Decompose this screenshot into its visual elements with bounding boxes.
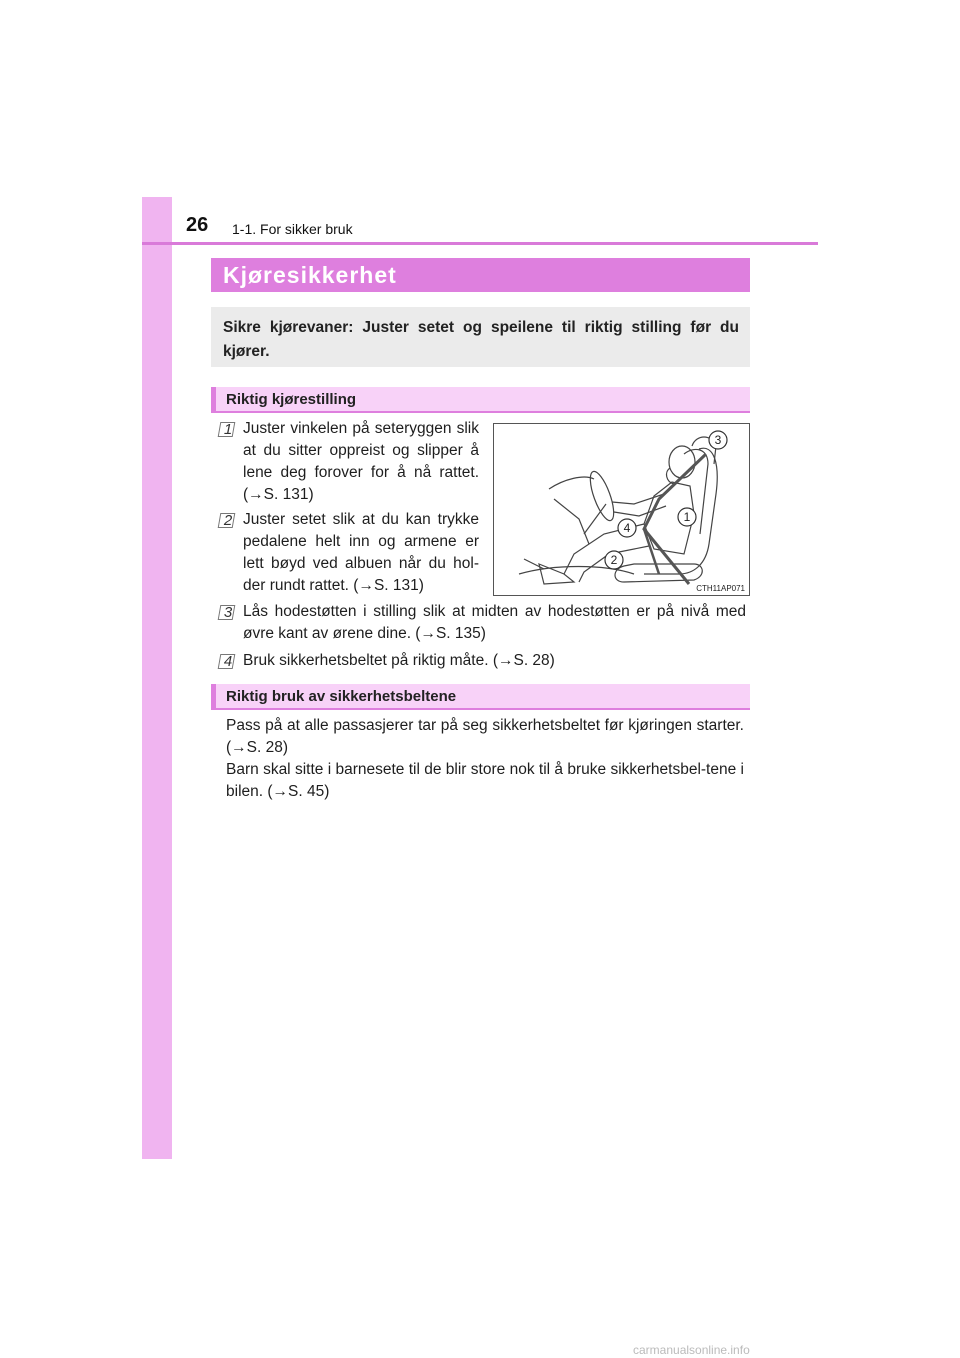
callout-4: 4 [623, 521, 631, 535]
subheader-driving-position-label: Riktig kjørestilling [226, 391, 357, 408]
footer-watermark: carmanualsonline.info [633, 1343, 750, 1357]
header-rule [142, 242, 818, 245]
item-number-2: 2 [221, 513, 235, 528]
callout-1: 1 [683, 510, 691, 524]
item-text-2: Juster setet slik at du kan trykke pedalene helt inn og armene er lett bøyd ved albuen når du hol-der rundt rattet. (→S. 131) [243, 511, 479, 594]
seatbelt-paragraph-1: Pass på at alle passasjerer tar på seg sikkerhetsbeltet før kjøringen starter. (→S. 28) [226, 717, 744, 756]
item-text-4: Bruk sikkerhetsbeltet på riktig måte. (→S. 28) [243, 652, 555, 669]
item-text-1: Juster vinkelen på seteryggen slik at du sitter oppreist og slipper å lene deg forover for å nå rattet. (→S. 131) [243, 420, 479, 503]
side-tab [142, 197, 172, 1159]
subheader-driving-position [211, 387, 750, 413]
subheader-seatbelt-use [211, 684, 750, 710]
page-title: Kjøresikkerhet [223, 262, 397, 288]
item-number-3: 3 [221, 605, 235, 620]
seated-driver-drawing [494, 424, 749, 595]
callout-3: 3 [714, 433, 722, 447]
item-number-4: 4 [221, 654, 235, 669]
item-number-1: 1 [221, 422, 235, 437]
subheader-seatbelt-use-label: Riktig bruk av sikkerhetsbeltene [226, 688, 457, 705]
intro-text: Sikre kjørevaner: Juster setet og speilene til riktig stilling før du kjører. [223, 319, 739, 360]
item-text-3: Lås hodestøtten i stilling slik at midten av hodestøtten er på nivå med øvre kant av ørene dine. (→S. 135) [243, 603, 746, 642]
page-number: 26 [186, 214, 209, 236]
title-bar [211, 258, 750, 292]
section-reference: 1-1. For sikker bruk [232, 221, 353, 237]
illustration-code: CTH11AP071 [696, 584, 745, 593]
intro-box [211, 307, 750, 367]
callout-2: 2 [610, 553, 618, 567]
seatbelt-paragraph-2: Barn skal sitte i barnesete til de blir store nok til å bruke sikkerhetsbel-tene i bilen. (→S. 45) [226, 761, 744, 800]
driving-position-illustration [493, 423, 750, 596]
